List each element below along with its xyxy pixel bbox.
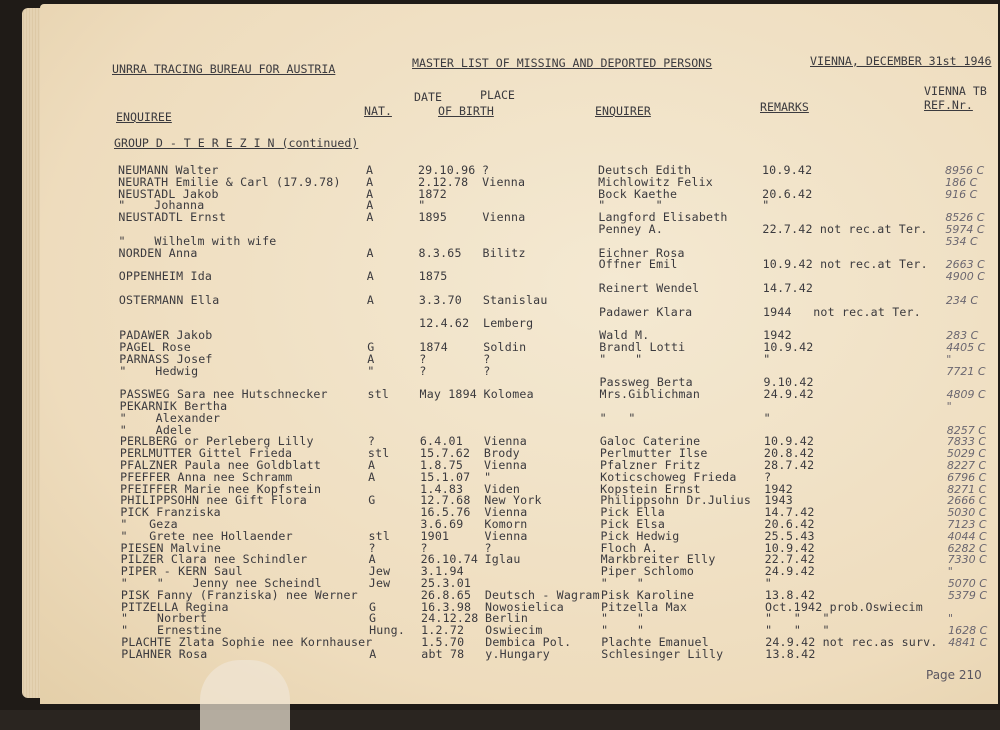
document-date: VIENNA, DECEMBER 31st 1946 <box>810 54 992 68</box>
nationality: stl <box>367 387 390 402</box>
enquiree-name: " Grete nee Hollaender <box>120 528 293 543</box>
birth-date: 1.4.83 <box>420 481 464 496</box>
birth-date: 15.1.07 <box>420 469 471 484</box>
nationality: A <box>366 210 374 225</box>
birth-date: 1.8.75 <box>420 458 464 472</box>
enquirer-name: Galoc Caterine <box>599 434 701 449</box>
birth-date: 12.7.68 <box>420 493 471 508</box>
remarks: " " " <box>765 623 830 638</box>
enquiree-name: PIESEN Malvine <box>120 540 222 555</box>
reference-number: 5029 C <box>946 447 987 461</box>
nationality: ? <box>367 434 376 449</box>
remarks: ? <box>764 469 772 484</box>
enquirer-name: Penney A. <box>598 222 664 236</box>
reference-number: 1628 C <box>948 624 988 638</box>
enquiree-name: PFEIFFER Marie nee Kopfstein <box>120 481 322 496</box>
reference-number: 6282 C <box>947 541 987 555</box>
birth-place: Kolomea <box>483 387 534 402</box>
remarks: 1942 <box>763 328 792 343</box>
thumb-shadow <box>200 660 290 730</box>
birth-date: abt 78 <box>421 646 465 661</box>
remarks: 20.6.42 <box>764 517 815 531</box>
reference-number: " <box>946 400 952 413</box>
col-enquirer: ENQUIRER <box>595 104 651 118</box>
reference-number: 8956 C <box>945 164 985 177</box>
enquirer-name: Deutsch Edith <box>598 163 692 177</box>
birth-date: 1872 <box>418 186 447 201</box>
enquirer-name: Koticschoweg Frieda <box>600 469 737 484</box>
birth-date: 1.2.72 <box>421 623 465 638</box>
birth-date: 3.3.70 <box>418 292 462 307</box>
enquiree-name: " Johanna <box>118 198 205 213</box>
reference-number: 534 C <box>945 234 978 248</box>
birth-place: Lemberg <box>483 316 534 331</box>
birth-date: 3.6.69 <box>420 517 464 531</box>
enquiree-name: OSTERMANN Ella <box>118 292 220 307</box>
reference-number: 8526 C <box>945 211 985 225</box>
nationality: A <box>368 469 376 484</box>
birth-date: 1874 <box>419 340 448 354</box>
remarks: 20.6.42 <box>762 186 813 201</box>
reference-number: 6796 C <box>947 470 987 484</box>
birth-date: 1.5.70 <box>421 635 465 649</box>
nationality: A <box>367 351 375 366</box>
remarks: 22.7.42 not rec.at Ter. <box>762 222 928 236</box>
enquiree-name: PASSWEG Sara nee Hutschnecker <box>119 387 328 402</box>
enquiree-name: " Norbert <box>121 611 208 626</box>
enquiree-name: PERLMUTTER Gittel Frieda <box>119 446 293 461</box>
enquiree-name: " Ernestine <box>121 623 222 638</box>
birth-date: ? <box>420 540 428 555</box>
reference-number: 7833 C <box>946 435 986 449</box>
nationality: A <box>366 198 374 213</box>
reference-number: " <box>946 352 952 366</box>
enquiree-name: PFALZNER Paula nee Goldblatt <box>120 458 322 472</box>
enquirer-name: Eichner Rosa <box>598 245 685 260</box>
enquirer-name: Reinert Wendel <box>598 281 700 295</box>
reference-number: 5030 C <box>947 506 987 520</box>
remarks: 1942 <box>764 481 793 496</box>
enquirer-name: Langford Elisabeth <box>598 210 728 225</box>
enquirer-name: Pitzella Max <box>600 599 688 614</box>
birth-date: 15.7.62 <box>419 446 471 461</box>
document-page <box>40 4 998 704</box>
remarks: 28.7.42 <box>764 458 815 472</box>
birth-date: 16.5.76 <box>420 505 471 520</box>
enquiree-name: PILZER Clara nee Schindler <box>120 552 308 567</box>
birth-date: 1901 <box>420 528 450 543</box>
birth-place: Komorn <box>484 517 528 531</box>
remarks: 10.9.42 <box>764 540 815 555</box>
birth-date: 6.4.01 <box>419 434 463 449</box>
birth-place: Dembica Pol. <box>485 635 572 649</box>
enquiree-name: OPPENHEIM Ida <box>118 269 213 284</box>
birth-place: Vienna <box>483 434 527 449</box>
enquirer-name: " " <box>599 410 636 425</box>
reference-number: 4841 C <box>948 636 988 649</box>
enquirer-name: Pfalzner Fritz <box>600 458 701 472</box>
enquirer-name: Passweg Berta <box>599 375 693 390</box>
reference-number: " <box>948 612 954 626</box>
group-heading: GROUP D - T E R E Z I N (continued) <box>114 136 359 150</box>
nationality: A <box>368 552 376 567</box>
enquiree-name: PLACHTE Zlata Sophie nee Kornhauser <box>121 635 373 649</box>
enquiree-name: NEUMANN Walter <box>118 163 219 177</box>
col-ref-nr: REF.Nr. <box>924 98 973 112</box>
birth-place: Vienna <box>484 458 528 472</box>
enquirer-name: Philippsohn Dr.Julius <box>600 493 752 508</box>
remarks: " <box>762 198 770 213</box>
birth-date: 26.8.65 <box>420 587 472 602</box>
enquiree-name: " Geza <box>120 517 178 531</box>
enquirer-name: " " <box>598 198 663 213</box>
remarks: 24.9.42 not rec.as surv. <box>765 635 938 649</box>
enquiree-name: " Adele <box>119 422 192 437</box>
remarks: " <box>763 410 771 425</box>
reference-number: 916 C <box>945 187 978 201</box>
birth-place: ? <box>483 363 491 378</box>
birth-date: 8.3.65 <box>418 245 462 260</box>
enquirer-name: Perlmutter Ilse <box>599 446 708 461</box>
birth-place: Vienna <box>482 174 526 189</box>
enquirer-name: Pick Elsa <box>600 517 666 531</box>
birth-place: ? <box>482 163 490 177</box>
enquiree-name: PHILIPPSOHN nee Gift Flora <box>120 493 307 508</box>
enquirer-name: " " <box>601 623 645 638</box>
reference-number: 7330 C <box>947 553 987 567</box>
remarks: " <box>763 351 771 366</box>
enquiree-name: NEURATH Emilie & Carl (17.9.78) <box>118 174 341 189</box>
remarks: 25.5.43 <box>764 528 815 543</box>
enquiree-name: PISK Fanny (Franziska) nee Werner <box>120 587 358 602</box>
nationality: ? <box>368 540 376 555</box>
col-enquiree: ENQUIREE <box>116 110 172 124</box>
enquiree-name: " Hedwig <box>119 363 199 378</box>
reference-number: 186 C <box>945 175 978 189</box>
nationality: " <box>367 363 375 378</box>
nationality: A <box>366 245 374 260</box>
birth-place: Soldin <box>483 340 527 354</box>
col-vienna-tb: VIENNA TB <box>924 84 987 98</box>
reference-number: 7721 C <box>946 364 986 378</box>
reference-number: 8257 C <box>946 423 986 437</box>
birth-date: 1895 <box>418 210 448 225</box>
enquiree-name: PIPER - KERN Saul <box>120 564 243 579</box>
enquiree-name: NEUSTADL Jakob <box>118 186 219 201</box>
enquirer-name: Bock Kaethe <box>598 186 678 201</box>
reference-number: 8271 C <box>947 482 987 496</box>
enquiree-name: NORDEN Anna <box>118 245 198 260</box>
enquirer-name: Brandl Lotti <box>599 340 686 354</box>
birth-place: Deutsch - Wagram <box>484 587 600 602</box>
enquiree-name: PARNASS Josef <box>119 351 213 366</box>
col-date-label: DATE <box>414 90 442 104</box>
remarks: 13.8.42 <box>765 646 816 661</box>
page-number: Page 210 <box>926 668 982 682</box>
nationality: G <box>368 493 376 508</box>
enquiree-name: " Wilhelm with wife <box>118 233 277 248</box>
col-nat: NAT. <box>364 104 392 118</box>
birth-date: 12.4.62 <box>419 316 470 331</box>
birth-date: 2.12.78 <box>418 174 469 189</box>
reference-number: 2666 C <box>947 494 987 508</box>
birth-place: Berlin <box>485 611 529 626</box>
enquirer-name: Plachte Emanuel <box>601 635 709 649</box>
list-title: MASTER LIST OF MISSING AND DEPORTED PERSONS <box>412 56 713 70</box>
enquirer-name: " " <box>599 351 643 366</box>
enquiree-name: PADAWER Jakob <box>119 328 213 343</box>
remarks: 1943 <box>764 493 793 508</box>
enquiree-name: PEKARNIK Bertha <box>119 399 228 413</box>
reference-number: 283 C <box>946 329 979 343</box>
remarks: " <box>764 576 772 590</box>
remarks: 10.9.42 <box>762 163 813 177</box>
nationality: stl <box>368 528 391 543</box>
birth-date: " <box>418 198 426 213</box>
birth-date: 25.3.01 <box>420 576 472 590</box>
reference-number: 4044 C <box>947 529 987 543</box>
reference-number: 8227 C <box>947 459 987 472</box>
birth-place: Brody <box>483 446 520 461</box>
birth-place: ? <box>483 351 491 366</box>
remarks: 14.7.42 <box>764 505 815 520</box>
reference-number: 4405 C <box>946 341 986 354</box>
enquiree-name: PITZELLA Regina <box>120 599 229 614</box>
birth-place: New York <box>484 493 542 508</box>
reference-number: " <box>947 565 953 579</box>
nationality: G <box>368 599 377 614</box>
enquirer-name: Padawer Klara <box>598 304 693 319</box>
birth-place: Bilitz <box>482 245 526 260</box>
remarks: 22.7.42 <box>764 552 815 567</box>
birth-date: May 1894 <box>419 387 477 402</box>
remarks: Oct.1942 prob.Oswiecim <box>764 599 923 614</box>
enquiree-name: PERLBERG or Perleberg Lilly <box>119 434 314 449</box>
enquirer-name: Schlesinger Lilly <box>601 646 724 661</box>
enquiree-name: PLAHNER Rosa <box>121 646 208 661</box>
birth-place: Stanislau <box>482 292 548 307</box>
birth-date: 24.12.28 <box>421 611 479 626</box>
birth-place: Iglau <box>484 552 521 567</box>
col-place-label: PLACE <box>480 88 515 102</box>
birth-date: 16.3.98 <box>420 599 472 614</box>
nationality: A <box>366 174 374 189</box>
remarks: 10.9.42 <box>763 340 814 354</box>
col-remarks: REMARKS <box>760 100 809 114</box>
enquirer-name: Michlowitz Felix <box>598 174 713 189</box>
birth-place: y.Hungary <box>485 646 550 661</box>
enquirer-name: " " <box>601 611 645 626</box>
enquirer-name: Floch A. <box>600 540 658 555</box>
enquirer-name: " " <box>600 576 644 590</box>
birth-date: ? <box>419 363 427 378</box>
nationality: A <box>366 269 374 284</box>
remarks: 14.7.42 <box>762 281 814 295</box>
enquirer-name: Markbreiter Elly <box>600 552 716 567</box>
nationality: Hung. <box>369 623 406 638</box>
reference-number: 234 C <box>945 293 979 307</box>
nationality: A <box>369 646 377 661</box>
reference-number: 4809 C <box>946 388 986 402</box>
enquirer-name: Pick Ella <box>600 505 665 520</box>
enquiree-name: PAGEL Rose <box>119 340 191 354</box>
birth-date: 3.1.94 <box>420 564 464 579</box>
enquiree-name: " Alexander <box>119 410 221 425</box>
nationality: A <box>366 186 374 201</box>
col-of-birth: OF BIRTH <box>438 104 494 118</box>
enquirer-name: Pick Hedwig <box>600 528 680 543</box>
enquirer-name: Mrs.Giblichman <box>599 387 701 402</box>
remarks: 13.8.42 <box>764 587 816 602</box>
birth-place: " <box>484 469 492 484</box>
birth-place: Oswiecim <box>485 623 543 638</box>
nationality: stl <box>367 446 390 461</box>
birth-place: Vienna <box>484 505 528 520</box>
nationality: Jew <box>368 564 391 579</box>
reference-number: 7123 C <box>947 518 987 531</box>
remarks: 20.8.42 <box>763 446 815 461</box>
enquiree-name: PICK Franziska <box>120 505 221 520</box>
nationality: A <box>366 163 374 177</box>
enquirer-name: Wald M. <box>599 328 650 343</box>
nationality: A <box>368 458 376 472</box>
birth-date: 29.10.96 <box>418 163 476 177</box>
remarks: 1944 not rec.at Ter. <box>762 304 921 319</box>
birth-date: 26.10.74 <box>420 552 479 567</box>
reference-number: 4900 C <box>945 270 985 284</box>
reference-number: 2663 C <box>945 258 985 272</box>
enquirer-name: Piper Schlomo <box>600 564 695 579</box>
birth-place: Viden <box>484 481 521 496</box>
enquiree-name: PFEFFER Anna nee Schramm <box>120 469 293 484</box>
nationality: A <box>366 292 375 307</box>
remarks: 10.9.42 not rec.at Ter. <box>762 257 928 272</box>
birth-place: ? <box>484 540 492 555</box>
enquirer-name: Kopstein Ernst <box>600 481 701 496</box>
enquiree-name: NEUSTADTL Ernst <box>118 210 227 225</box>
enquirer-name: Pisk Karoline <box>600 587 695 602</box>
nationality: Jew <box>368 576 391 590</box>
birth-place: Vienna <box>484 528 528 543</box>
reference-number: 5070 C <box>947 577 987 590</box>
birth-date: 1875 <box>418 269 448 284</box>
birth-place: Vienna <box>482 210 526 225</box>
remarks: 24.9.42 <box>763 387 814 402</box>
birth-place: Nowosielica <box>484 599 564 614</box>
enquirer-name: Offner Emil <box>598 257 678 272</box>
remarks: " " " <box>765 611 830 626</box>
birth-date: ? <box>419 351 427 366</box>
remarks: 9.10.42 <box>763 375 814 390</box>
remarks: 24.9.42 <box>764 564 815 579</box>
bureau-title: UNRRA TRACING BUREAU FOR AUSTRIA <box>112 62 336 76</box>
nationality: G <box>367 340 375 354</box>
enquiree-name: " " Jenny nee Scheindl <box>120 576 322 590</box>
reference-number: 5379 C <box>947 588 988 602</box>
remarks: 10.9.42 <box>763 434 815 449</box>
reference-number: 5974 C <box>945 223 985 236</box>
nationality: G <box>369 611 377 626</box>
